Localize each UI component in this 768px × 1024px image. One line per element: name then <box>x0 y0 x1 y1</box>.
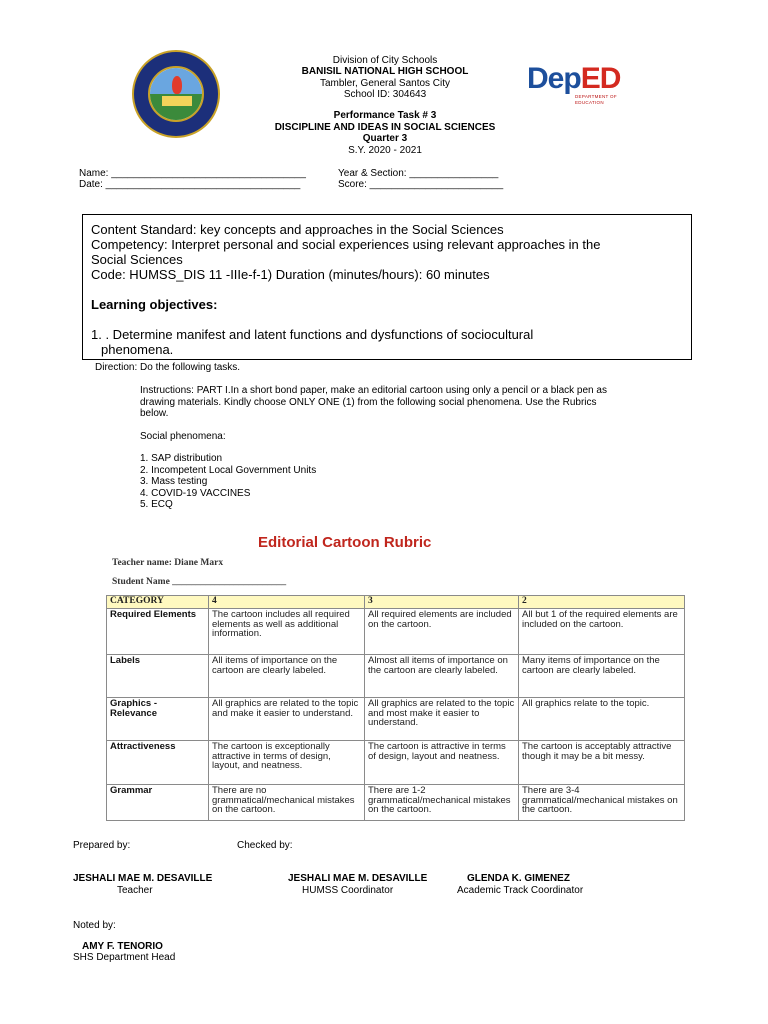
direction-text: Direction: Do the following tasks. <box>95 362 241 373</box>
coordinator-signatory-name: JESHALI MAE M. DESAVILLE <box>288 873 428 884</box>
instructions-line-2: drawing materials. Kindly choose ONLY ONE (1) from the following social phenomena. Use the Rubrics <box>140 396 597 408</box>
seal-emblem <box>148 66 204 122</box>
content-standard: Content Standard: key concepts and approaches in the Social Sciences <box>91 222 504 237</box>
school-address: Tambler, General Santos City <box>319 78 451 89</box>
rubric-cell: All required elements are included on the cartoon. <box>365 609 519 655</box>
rubric-title: Editorial Cartoon Rubric <box>258 534 432 551</box>
rubric-cell: Almost all items of importance on the cartoon are clearly labeled. <box>365 655 519 698</box>
table-row <box>107 609 685 655</box>
rubric-cell: All graphics are related to the topic and most make it easier to understand. <box>365 698 519 741</box>
date-field[interactable]: Date: ___________________________________ <box>79 179 301 190</box>
subject-title: DISCIPLINE AND IDEAS IN SOCIAL SCIENCES <box>274 122 496 133</box>
rubric-header-4: 4 <box>209 596 365 609</box>
table-row <box>107 698 685 741</box>
table-row <box>107 741 685 785</box>
department-head-role: SHS Department Head <box>73 952 176 963</box>
rubric-cell: There are no grammatical/mechanical mistakes on the cartoon. <box>209 785 365 821</box>
phenomena-item: 5. ECQ <box>140 499 173 510</box>
rubric-table <box>106 595 685 821</box>
checked-by-label: Checked by: <box>237 840 293 851</box>
track-coordinator-name: GLENDA K. GIMENEZ <box>467 873 570 884</box>
noted-by-label: Noted by: <box>73 920 116 931</box>
teacher-signatory-role: Teacher <box>117 885 153 896</box>
student-name-field[interactable]: Student Name ________________________ <box>112 577 287 587</box>
rubric-category: Attractiveness <box>107 741 209 785</box>
school-year: S.Y. 2020 - 2021 <box>348 145 422 156</box>
teacher-name: Teacher name: Diane Marx <box>112 558 224 568</box>
task-title: Performance Task # 3 <box>333 110 437 121</box>
table-row <box>107 785 685 821</box>
track-coordinator-role: Academic Track Coordinator <box>457 885 584 896</box>
rubric-cell: The cartoon is exceptionally attractive in terms of design, layout, and neatness. <box>209 741 365 785</box>
objective-line-2: phenomena. <box>101 342 174 357</box>
school-name: BANISIL NATIONAL HIGH SCHOOL <box>301 66 469 77</box>
quarter-label: Quarter 3 <box>362 133 408 144</box>
table-row <box>107 655 685 698</box>
teacher-signatory-name: JESHALI MAE M. DESAVILLE <box>73 873 213 884</box>
rubric-cell: There are 1-2 grammatical/mechanical mistakes on the cartoon. <box>365 785 519 821</box>
school-id: School ID: 304643 <box>343 89 427 100</box>
rubric-header-3: 3 <box>365 596 519 609</box>
rubric-header-2: 2 <box>519 596 685 609</box>
instructions-line-3: below. <box>140 408 169 419</box>
rubric-cell: There are 3-4 grammatical/mechanical mistakes on the cartoon. <box>519 785 685 821</box>
score-field[interactable]: Score: ________________________ <box>338 179 504 190</box>
coordinator-signatory-role: HUMSS Coordinator <box>302 885 394 896</box>
rubric-cell: All graphics are related to the topic and make it easier to understand. <box>209 698 365 741</box>
code-duration: Code: HUMSS_DIS 11 -IIIe-f-1) Duration (minutes/hours): 60 minutes <box>91 267 490 282</box>
phenomena-label: Social phenomena: <box>140 431 226 442</box>
rubric-cell: The cartoon is acceptably attractive though it may be a bit messy. <box>519 741 685 785</box>
phenomena-item: 4. COVID-19 VACCINES <box>140 487 251 499</box>
rubric-category: Labels <box>107 655 209 698</box>
division-line: Division of City Schools <box>332 55 438 66</box>
phenomena-item: 3. Mass testing <box>140 476 208 487</box>
objectives-heading: Learning objectives: <box>91 297 218 312</box>
rubric-category: Required Elements <box>107 609 209 655</box>
rubric-cell: The cartoon includes all required elements as well as additional information. <box>209 609 365 655</box>
objective-line-1: 1. . Determine manifest and latent functions and dysfunctions of sociocultural <box>91 327 534 342</box>
competency-line-2: Social Sciences <box>91 252 183 267</box>
year-section-field[interactable]: Year & Section: ________________ <box>338 168 499 179</box>
rubric-cell: Many items of importance on the cartoon are clearly labeled. <box>519 655 685 698</box>
rubric-cell: All items of importance on the cartoon are clearly labeled. <box>209 655 365 698</box>
rubric-header-row <box>107 596 685 609</box>
department-head-name: AMY F. TENORIO <box>82 941 163 952</box>
deped-logo-text: DepED <box>527 62 621 95</box>
phenomena-item: 2. Incompetent Local Government Units <box>140 464 317 476</box>
rubric-cell: All but 1 of the required elements are included on the cartoon. <box>519 609 685 655</box>
content-standard-box <box>82 214 692 360</box>
rubric-header-category: CATEGORY <box>107 596 209 609</box>
rubric-cell: The cartoon is attractive in terms of design, layout and neatness. <box>365 741 519 785</box>
deped-logo-subtext: DEPARTMENT OF EDUCATION <box>575 94 617 105</box>
rubric-category: Graphics - Relevance <box>107 698 209 741</box>
rubric-cell: All graphics relate to the topic. <box>519 698 685 741</box>
instructions-line-1: Instructions: PART I.In a short bond paper, make an editorial cartoon using only a pencil or a black pen as <box>140 385 607 396</box>
rubric-category: Grammar <box>107 785 209 821</box>
competency-line-1: Competency: Interpret personal and social experiences using relevant approaches in the <box>91 237 601 252</box>
name-field[interactable]: Name: ___________________________________ <box>79 168 306 179</box>
prepared-by-label: Prepared by: <box>73 840 131 851</box>
phenomena-item: 1. SAP distribution <box>140 453 223 464</box>
